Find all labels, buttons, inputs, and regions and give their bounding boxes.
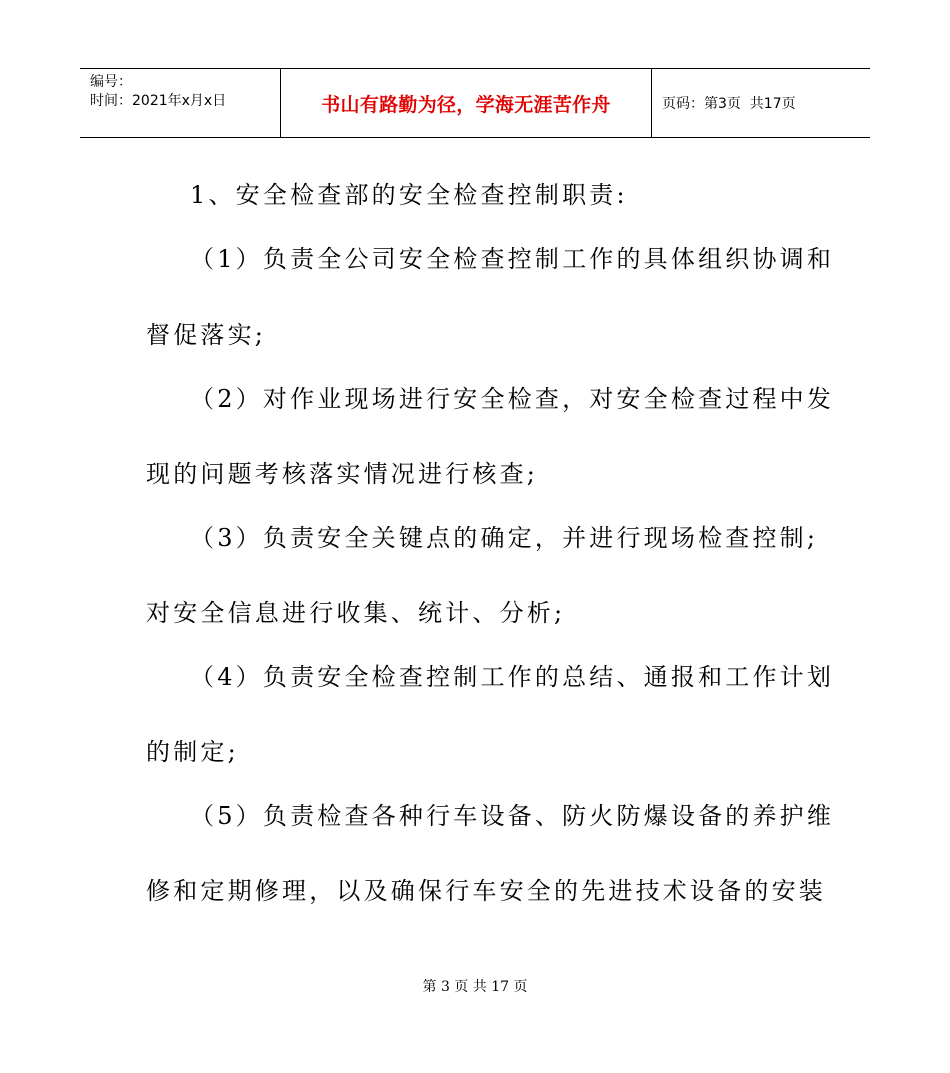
body-line: 对安全信息进行收集、统计、分析; bbox=[146, 599, 566, 627]
header-motto: 书山有路勤为径，学海无涯苦作舟 bbox=[281, 69, 652, 137]
body-line: 的制定; bbox=[146, 738, 239, 766]
body-line: 现的问题考核落实情况进行核查; bbox=[146, 460, 539, 488]
document-time-label: 时间：2021年x月x日 bbox=[90, 93, 227, 109]
body-line: （2）对作业现场进行安全检查，对安全检查过程中发 bbox=[190, 385, 835, 413]
body-line: （5）负责检查各种行车设备、防火防爆设备的养护维 bbox=[190, 802, 835, 830]
body-line: 督促落实; bbox=[146, 321, 267, 349]
page-header bbox=[80, 68, 870, 138]
body-line: 1、安全检查部的安全检查控制职责: bbox=[190, 181, 628, 209]
body-line: （4）负责安全检查控制工作的总结、通报和工作计划 bbox=[190, 663, 835, 691]
page-footer: 第 3 页 共 17 页 bbox=[422, 979, 528, 995]
body-line: （1）负责全公司安全检查控制工作的具体组织协调和 bbox=[190, 245, 835, 273]
body-line: 修和定期修理，以及确保行车安全的先进技术设备的安装 bbox=[146, 877, 826, 905]
body-line: （3）负责安全关键点的确定，并进行现场检查控制; bbox=[190, 524, 819, 552]
document-number-label: 编号： bbox=[90, 74, 132, 90]
header-meta bbox=[80, 69, 281, 137]
header-page-info: 页码：第3页 共17页 bbox=[662, 96, 796, 112]
